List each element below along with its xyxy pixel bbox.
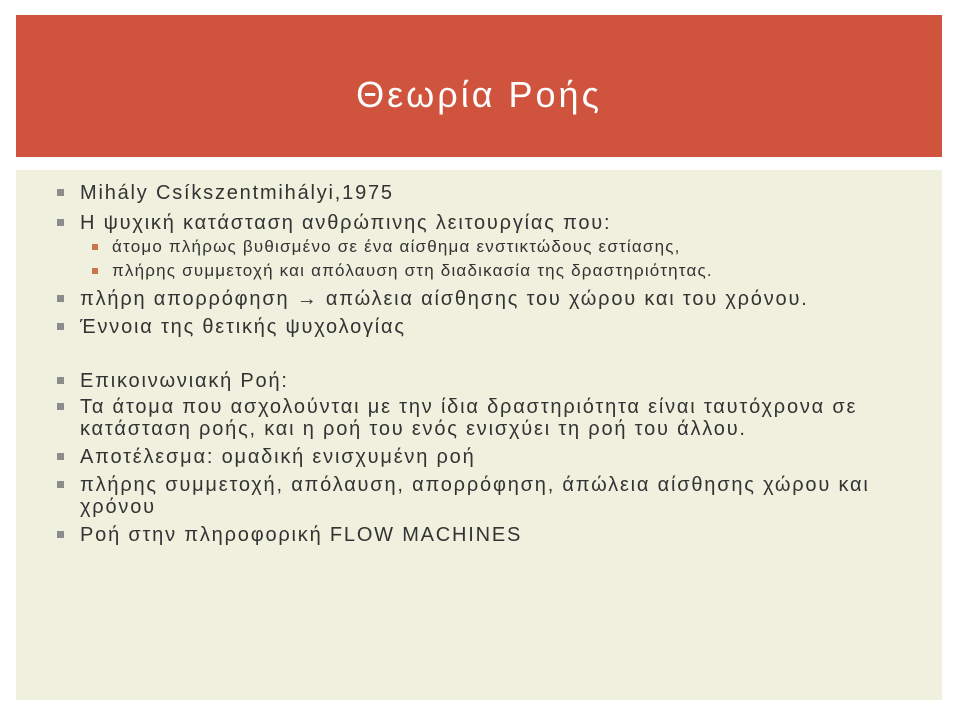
- sub-bullet-item: [56, 236, 926, 258]
- bullet-item: [56, 370, 926, 392]
- bullet-item: [56, 316, 926, 338]
- slide-title: Θεωρία Ροής: [356, 74, 602, 115]
- square-bullet-icon: [57, 531, 64, 538]
- bullet-text: Η ψυχική κατάσταση ανθρώπινης λειτουργίας που:: [80, 212, 612, 234]
- sub-bullet-text: πλήρης συμμετοχή και απόλαυση στη διαδικασία της δραστηριότητας.: [112, 261, 713, 280]
- bullet-item: [56, 212, 926, 234]
- square-bullet-icon: [57, 323, 64, 330]
- square-bullet-icon: [57, 403, 64, 410]
- spacer: [56, 342, 926, 370]
- bullet-text: Τα άτομα που ασχολούνται με την ίδια δραστηριότητα είναι ταυτόχρονα σε κατάσταση ροής, και η ροή του ενός ενισχύει τη ροή του άλλου.: [80, 396, 858, 440]
- bullet-item: [56, 182, 926, 204]
- bullet-item: [56, 396, 926, 440]
- square-bullet-icon: [57, 453, 64, 460]
- bullet-item: [56, 524, 926, 546]
- bullet-item: [56, 288, 926, 310]
- bullet-text: Ροή στην πληροφορική FLOW MACHINES: [80, 524, 523, 546]
- square-sub-bullet-icon: [92, 244, 98, 250]
- bullet-text: Έννοια της θετικής ψυχολογίας: [80, 316, 406, 338]
- square-bullet-icon: [57, 295, 64, 302]
- bullet-item: [56, 446, 926, 468]
- bullet-text: Mihály Csíkszentmihályi,1975: [80, 182, 394, 204]
- sub-bullet-text: άτομο πλήρως βυθισμένο σε ένα αίσθημα ενστικτώδους εστίασης,: [112, 237, 681, 256]
- bullet-item: [56, 474, 926, 518]
- square-bullet-icon: [57, 189, 64, 196]
- bullet-text: πλήρης συμμετοχή, απόλαυση, απορρόφηση, άπώλεια αίσθησης χώρου και χρόνου: [80, 474, 870, 518]
- bullet-text: Αποτέλεσμα: ομαδική ενισχυμένη ροή: [80, 446, 476, 468]
- square-bullet-icon: [57, 377, 64, 384]
- content-panel: [16, 170, 942, 700]
- square-bullet-icon: [57, 219, 64, 226]
- sub-bullet-item: [56, 260, 926, 282]
- bullet-list: [56, 182, 926, 550]
- title-band: [16, 15, 942, 157]
- square-bullet-icon: [57, 481, 64, 488]
- square-sub-bullet-icon: [92, 268, 98, 274]
- bullet-text: Επικοινωνιακή Ροή:: [80, 370, 289, 392]
- bullet-text: πλήρη απορρόφηση → απώλεια αίσθησης του χώρου και του χρόνου.: [80, 288, 809, 310]
